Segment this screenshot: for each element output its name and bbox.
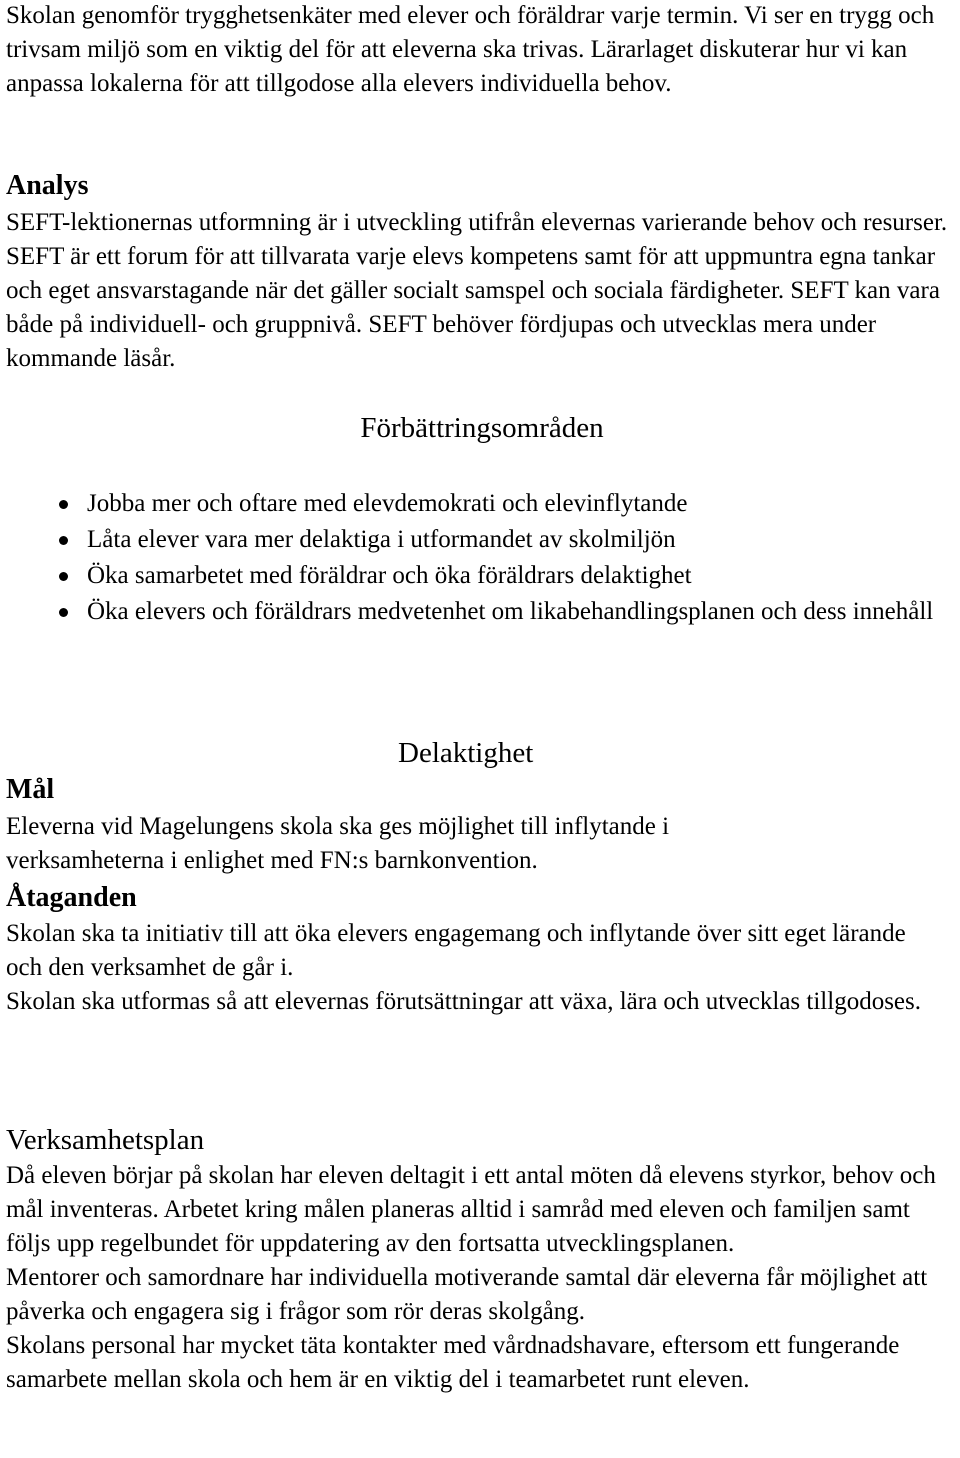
list-item: Låta elever vara mer delaktiga i utformandet av skolmiljön: [6, 522, 958, 558]
analys-section: [6, 168, 958, 204]
list-item: Öka elevers och föräldrars medvetenhet om likabehandlingsplanen och dess innehåll: [6, 594, 958, 630]
intro-section: [6, 0, 958, 101]
bullet-icon: [59, 536, 68, 545]
ataganden-heading: Åtaganden: [6, 882, 137, 913]
ataganden-paragraph-1: Skolan ska ta initiativ till att öka elevers engagemang och inflytande över sitt eget lärande och den verksamhet de går i.: [6, 920, 906, 981]
list-item: Jobba mer och oftare med elevdemokrati och elevinflytande: [6, 486, 958, 522]
verksamhetsplan-section: [6, 1122, 958, 1158]
list-item: Öka samarbetet med föräldrar och öka föräldrars delaktighet: [6, 558, 958, 594]
analys-body: [6, 206, 958, 376]
delaktighet-section: [6, 735, 958, 771]
mal-body: [6, 810, 958, 878]
mal-heading: Mål: [6, 774, 55, 805]
forbattring-section: [6, 410, 958, 446]
mal-block: [6, 772, 958, 808]
forbattring-list-wrap: [6, 486, 958, 630]
analys-heading: Analys: [6, 170, 89, 201]
verksamhetsplan-paragraph-3: Skolans personal har mycket täta kontakter med vårdnadshavare, eftersom ett fungerande samarbete mellan skola och hem är en viktig del i teamarbetet runt eleven.: [6, 1332, 900, 1393]
forbattring-list: [6, 486, 958, 630]
ataganden-paragraph-2: Skolan ska utformas så att elevernas förutsättningar att växa, lära och utvecklas tillgodoses.: [6, 988, 922, 1015]
bullet-icon: [59, 572, 68, 581]
forbattring-heading: Förbättringsområden: [360, 412, 604, 444]
intro-paragraph: Skolan genomför trygghetsenkäter med elever och föräldrar varje termin. Vi ser en trygg och trivsam miljö som en viktig del för att eleverna ska trivas. Lärarlaget diskuterar hur vi kan anpassa lokalerna för att tillgodose alla elevers individuella behov.: [6, 2, 935, 97]
ataganden-block: [6, 880, 958, 916]
verksamhetsplan-paragraph-1: Då eleven börjar på skolan har eleven deltagit i ett antal möten då elevens styrkor, behov och mål inventeras. Arbetet kring målen planeras alltid i samråd med eleven och familjen samt följs upp regelbundet för uppdatering av den fortsatta utvecklingsplanen.: [6, 1162, 936, 1257]
ataganden-body: [6, 917, 958, 1019]
bullet-icon: [59, 500, 68, 509]
delaktighet-heading: Delaktighet: [398, 737, 534, 769]
bullet-icon: [59, 608, 68, 617]
verksamhetsplan-body: [6, 1159, 958, 1397]
mal-paragraph: Eleverna vid Magelungens skola ska ges möjlighet till inflytande i verksamheterna i enlighet med FN:s barnkonvention.: [6, 813, 670, 874]
verksamhetsplan-heading: Verksamhetsplan: [6, 1124, 205, 1156]
analys-paragraph: SEFT-lektionernas utformning är i utveckling utifrån elevernas varierande behov och resurser. SEFT är ett forum för att tillvarata varje elevs kompetens samt för att uppmuntra egna tankar och eget ansvarstagande när det gäller socialt samspel och sociala färdigheter. SEFT kan vara både på individuell- och gruppnivå. SEFT behöver fördjupas och utvecklas mera under kommande läsår.: [6, 209, 948, 372]
verksamhetsplan-paragraph-2: Mentorer och samordnare har individuella motiverande samtal där eleverna får möjlighet att påverka och engagera sig i frågor som rör deras skolgång.: [6, 1264, 928, 1325]
